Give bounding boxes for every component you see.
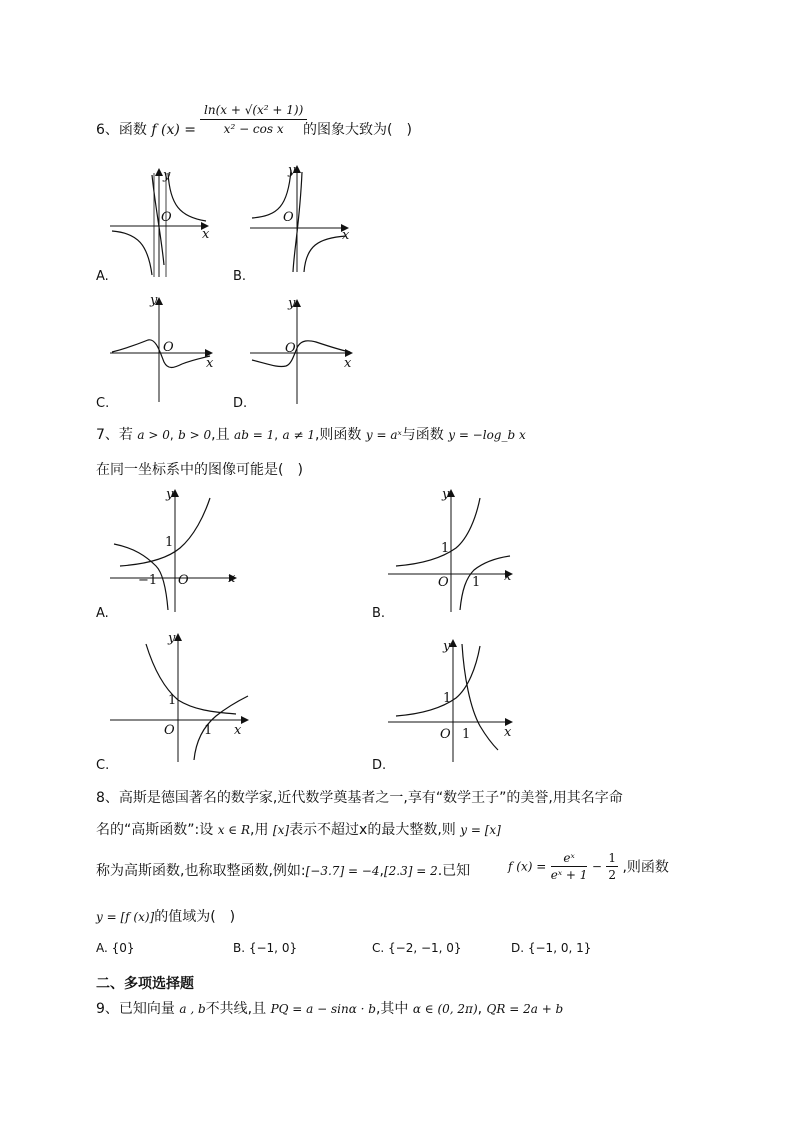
q9-eq1: PQ = a − sinα · b (270, 1002, 376, 1016)
q6a-origin-label: O (161, 210, 172, 225)
q7c-origin-label: O (164, 723, 175, 738)
q7a-y-label: y (166, 487, 174, 502)
q6c-x-label: x (206, 356, 214, 371)
q7d-origin-label: O (440, 727, 451, 742)
q7-mid2: 则函数 (319, 427, 362, 443)
q7-stem-line1: 7、若 a > 0, b > 0,且 ab = 1, a ≠ 1,则函数 y = aˣ与函数 y = −log_b x (96, 427, 526, 443)
q8-line4-b: 的值域为( ) (154, 909, 236, 925)
q8-line2-math2: [x] (272, 823, 290, 837)
q6-graph-c (108, 292, 218, 404)
q8-line2-b: ,用 (250, 822, 269, 838)
q9-eq2: QR = 2a + b (486, 1002, 564, 1016)
q8-option-c[interactable]: C. {−2, −1, 0} (372, 941, 462, 955)
q8-frac2-num: 1 (608, 851, 617, 865)
q8-line1-text: 高斯是德国著名的数学家,近代数学奠基者之一,享有“数学王子”的美誉,用其名字命 (118, 790, 623, 806)
q7b-exp-curve (396, 498, 480, 566)
q7-f1: y = aˣ (365, 428, 402, 442)
q7d-exp-curve (396, 646, 480, 716)
q9-range: α ∈ (0, 2π) (412, 1002, 478, 1016)
q7-graph-a (108, 486, 243, 614)
q7-stem-line2: 在同一坐标系中的图像可能是( ) (96, 462, 303, 478)
q8-option-a[interactable]: A. {0} (96, 941, 135, 955)
q9-d: , (477, 1001, 483, 1017)
q8-frac2-den: 2 (608, 868, 617, 882)
q6-denominator: x² − cos x (223, 122, 284, 136)
q6-option-c[interactable]: C. (96, 396, 110, 411)
q7d-xone-label: 1 (462, 727, 471, 742)
q8-line3-b: , (379, 863, 384, 879)
q7b-x-label: x (504, 569, 512, 584)
q7-graph-c (108, 630, 253, 765)
q7c-x-label: x (234, 723, 242, 738)
q7-cond1: a > 0 (137, 428, 170, 442)
q7-f2: y = −log_b x (448, 428, 526, 442)
q7-option-c[interactable]: C. (96, 758, 110, 773)
q7b-xone-label: 1 (472, 575, 481, 590)
q8-line2-c: 表示不超过x的最大整数,则 (289, 822, 456, 838)
q6c-curve (112, 340, 210, 368)
q6-stem (96, 119, 196, 139)
q7c-exp-curve (146, 644, 236, 714)
q8-line2 (96, 819, 501, 839)
q6-prefix: 函数 (118, 122, 147, 138)
q7b-origin-label: O (438, 575, 449, 590)
q6d-origin-label: O (285, 341, 296, 356)
q8-line1 (96, 787, 623, 807)
q8-minus: − (591, 859, 602, 874)
q7-option-b[interactable]: B. (372, 606, 386, 621)
q8-line2-math1: x ∈ R (217, 823, 251, 837)
q8-formula (508, 851, 669, 882)
q6-graph-d (248, 294, 358, 406)
q8-line3-c: .已知 (437, 863, 471, 879)
q8-option-d[interactable]: D. {−1, 0, 1} (511, 941, 592, 955)
q7c-one-label: 1 (168, 693, 177, 708)
q6-option-d[interactable]: D. (233, 396, 248, 411)
q6-option-a[interactable]: A. (96, 269, 109, 284)
q6a-x-label: x (202, 227, 210, 242)
q8-frac1 (551, 851, 588, 882)
q6-graph-a (108, 165, 218, 280)
q7-option-d[interactable]: D. (372, 758, 387, 773)
q7d-x-label: x (504, 725, 512, 740)
q6b-y-label: y (288, 163, 296, 178)
q8-frac2 (606, 851, 618, 882)
q7-graph-b (386, 486, 521, 614)
q7-option-a[interactable]: A. (96, 606, 109, 621)
q7a-one-label: 1 (165, 535, 174, 550)
q7-cond2: b > 0 (178, 428, 212, 442)
q6-fraction (200, 103, 307, 136)
q9-c: ,其中 (375, 1001, 409, 1017)
q9-a: 已知向量 (118, 1001, 175, 1017)
q7c-xone-label: 1 (204, 723, 213, 738)
q6-graph-b (248, 160, 358, 275)
q9-number: 9、 (96, 1001, 119, 1017)
q7-cond3: ab = 1 (234, 428, 275, 442)
q7a-origin-label: O (178, 573, 189, 588)
q7a-x-label: x (228, 571, 236, 586)
q7-mid3: 与函数 (401, 427, 444, 443)
q8-fx: f (x) = (508, 859, 547, 874)
q8-line2-a: 名的“高斯函数”:设 (96, 822, 214, 838)
q8-option-b[interactable]: B. {−1, 0} (233, 941, 298, 955)
q6b-curve-right (304, 236, 346, 272)
q6-fx: f (x) = (151, 122, 197, 138)
q6c-origin-label: O (163, 340, 174, 355)
q8-line4 (96, 906, 235, 926)
q7b-y-label: y (442, 487, 450, 502)
q6-suffix: 的图象大致为( ) (303, 122, 412, 138)
q8-line4-math: y = [f (x)] (96, 910, 155, 924)
q6b-x-label: x (342, 228, 350, 243)
q8-line2-math3: y = [x] (460, 823, 501, 837)
q7-cond4: a ≠ 1 (282, 428, 315, 442)
q9-b: 不共线,且 (205, 1001, 267, 1017)
q6b-origin-label: O (283, 210, 294, 225)
q6-numerator: ln(x + √(x² + 1)) (200, 103, 307, 120)
q7d-y-label: y (443, 639, 451, 654)
q6-option-b[interactable]: B. (233, 269, 247, 284)
q8-line3 (96, 860, 470, 880)
q6d-x-label: x (344, 356, 352, 371)
q8-number: 8、 (96, 790, 119, 806)
q7-mid: 且 (215, 427, 230, 443)
q9-vectors: a , b (179, 1002, 206, 1016)
q6d-curve (252, 341, 350, 367)
q7c-y-label: y (168, 631, 176, 646)
q6a-curve-right (168, 173, 206, 221)
q6d-y-label: y (288, 296, 296, 311)
q8-line3-d: ,则函数 (622, 859, 669, 876)
q7a-neg1-label: −1 (138, 573, 158, 588)
q6a-curve-left (112, 231, 152, 275)
q7-prefix: 若 (118, 427, 133, 443)
q6a-y-label: y (163, 168, 171, 183)
q9-stem (96, 998, 563, 1018)
q7-number: 7、 (96, 427, 119, 443)
q6c-y-label: y (150, 293, 158, 308)
q8-line3-math1: [−3.7] = −4 (305, 864, 380, 878)
q8-frac1-den: eˣ + 1 (550, 868, 588, 882)
q6-number: 6、 (96, 122, 119, 138)
q7-graph-d (386, 636, 521, 766)
q7b-one-label: 1 (441, 541, 450, 556)
q7b-log-curve (460, 556, 510, 610)
q8-frac1-num: eˣ (551, 851, 588, 867)
q7d-one-label: 1 (443, 691, 452, 706)
q7a-exp-curve (120, 498, 210, 566)
q8-line3-a: 称为高斯函数,也称取整函数,例如: (96, 863, 306, 879)
section-title: 二、多项选择题 (96, 976, 194, 992)
q8-line3-math2: [2.3] = 2 (383, 864, 438, 878)
